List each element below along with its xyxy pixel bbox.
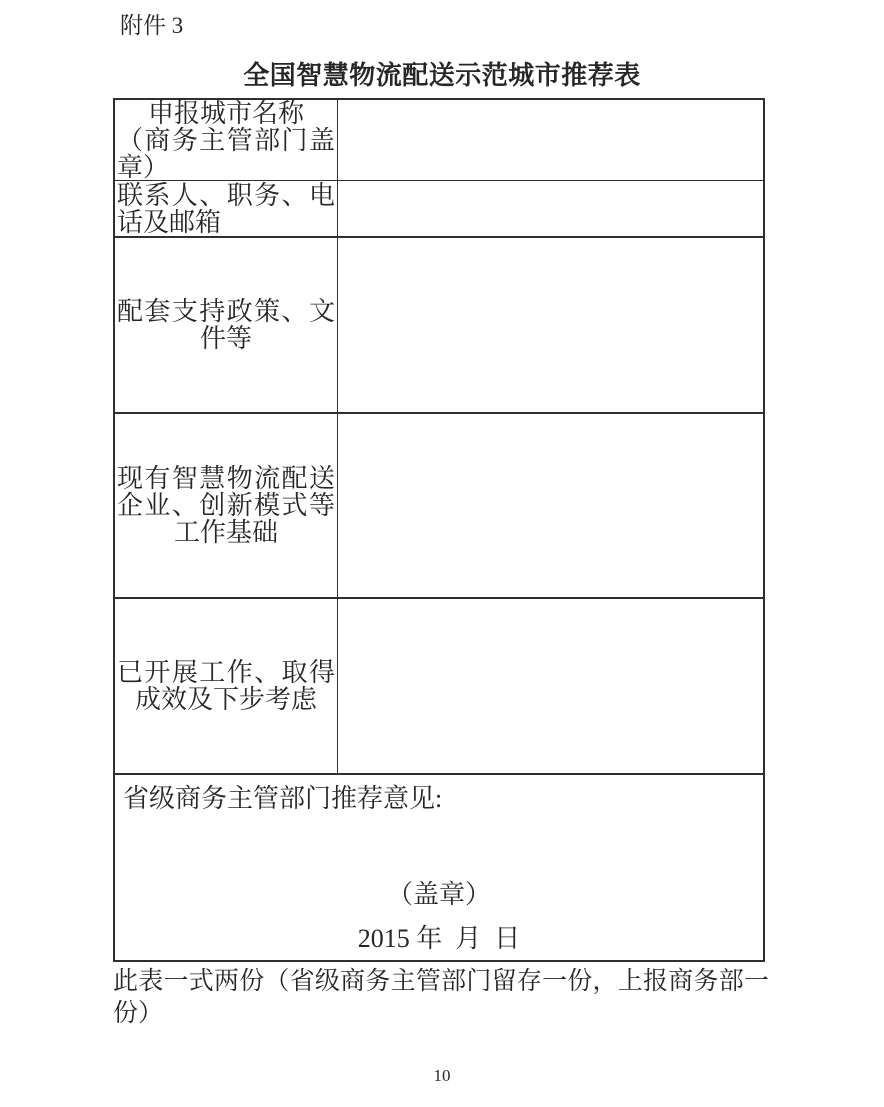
- table-row-city-name: [115, 100, 763, 181]
- cell-contact-value: [338, 181, 763, 236]
- row-label-city-name-line1: 申报城市名称: [147, 98, 304, 128]
- page-number: 10: [433, 1066, 451, 1085]
- row-label-policies-text: 配套支持政策、文件等: [117, 297, 335, 353]
- row-label-city-name-line2: （商务主管部门盖章）: [117, 125, 335, 182]
- date-line: 2015 年 月 日: [357, 924, 521, 953]
- recommendation-cell: [115, 775, 763, 960]
- row-label-progress-text: 已开展工作、取得成效及下步考虑: [117, 658, 335, 714]
- row-label-contact-text: 联系人、职务、电话及邮箱: [117, 180, 335, 237]
- table-row-contact: [115, 181, 763, 238]
- row-label-work-foundation-text: 现有智慧物流配送企业、创新模式等工作基础: [117, 464, 335, 547]
- table-row-recommendation: [115, 775, 763, 960]
- row-label-work-foundation: [115, 414, 338, 597]
- table-row-policies: [115, 238, 763, 414]
- seal-placeholder: （盖章）: [386, 880, 491, 909]
- attachment-number-label: 附件 3: [120, 13, 184, 38]
- recommendation-heading: 省级商务主管部门推荐意见:: [123, 784, 443, 813]
- cell-policies-value: [338, 238, 763, 412]
- recommendation-form-table: [113, 98, 765, 962]
- table-row-progress: [115, 599, 763, 775]
- copies-note: 此表一式两份（省级商务主管部门留存一份，上报商务部一份）: [113, 968, 769, 1027]
- table-row-work-foundation: [115, 414, 763, 599]
- row-label-progress: [115, 599, 338, 773]
- row-label-contact: [115, 181, 338, 236]
- row-label-city-name: [115, 100, 338, 180]
- cell-city-name-value: [338, 100, 763, 180]
- cell-progress-value: [338, 599, 763, 773]
- row-label-policies: [115, 238, 338, 412]
- form-title: 全国智慧物流配送示范城市推荐表: [243, 61, 641, 90]
- cell-work-foundation-value: [338, 414, 763, 597]
